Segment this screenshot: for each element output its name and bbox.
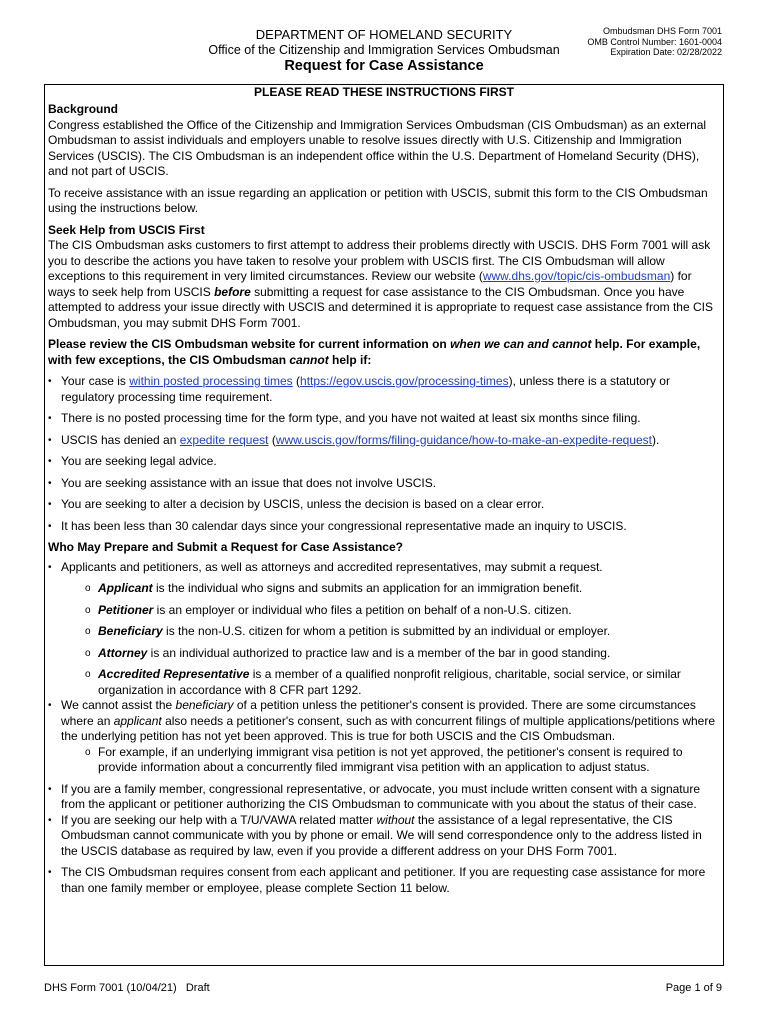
list-item: • USCIS has denied an expedite request (www.uscis.gov/forms/filing-guidance/how-to-make-an-expedite-request).: [48, 432, 660, 447]
definition-item: o Applicant is the individual who signs and submits an application for an immigration benefit.: [85, 581, 583, 595]
footer-form-version: DHS Form 7001 (10/04/21) Draft: [44, 982, 210, 994]
list-item: • Applicants and petitioners, as well as attorneys and accredited representatives, may submit a request.: [48, 559, 603, 574]
form-metadata: [587, 26, 722, 58]
seek-help-heading: Seek Help from USCIS First: [48, 222, 205, 237]
bullet-icon: •: [48, 434, 52, 446]
cannot-help-intro: Please review the CIS Ombudsman website for current information on when we can and cannot help. For example, with few exceptions, the CIS Ombudsman cannot help if:: [48, 337, 701, 367]
circle-bullet-icon: o: [85, 647, 91, 659]
instructions-heading: PLEASE READ THESE INSTRUCTIONS FIRST: [253, 85, 515, 99]
bullet-icon: •: [48, 700, 52, 711]
processing-times-link[interactable]: within posted processing times: [129, 374, 293, 388]
list-item: • You are seeking to alter a decision by USCIS, unless the decision is based on a clear error.: [48, 497, 545, 511]
page-header: [0, 0, 768, 84]
bullet-icon: •: [48, 376, 52, 387]
circle-bullet-icon: o: [85, 746, 91, 758]
omb-control-number: OMB Control Number: 1601-0004: [587, 36, 722, 47]
expedite-request-url-link[interactable]: www.uscis.gov/forms/filing-guidance/how-to-make-an-expedite-request: [275, 432, 652, 447]
list-item: • The CIS Ombudsman requires consent from each applicant and petitioner. If you are requesting case assistance for more than one family member or employee, please complete Section 11 below.: [48, 865, 706, 895]
bullet-icon: •: [48, 520, 52, 532]
form-title: Request for Case Assistance: [284, 58, 484, 74]
circle-bullet-icon: o: [85, 626, 91, 637]
bullet-icon: •: [48, 561, 52, 573]
list-item: • You are seeking legal advice.: [48, 454, 217, 468]
cis-ombudsman-link[interactable]: www.dhs.gov/topic/cis-ombudsman: [482, 269, 671, 283]
circle-bullet-icon: o: [85, 583, 91, 594]
form-id: Ombudsman DHS Form 7001: [602, 26, 722, 36]
office-name: Office of the Citizenship and Immigration Services Ombudsman: [208, 43, 560, 57]
list-item: • There is no posted processing time for the form type, and you have not waited at least six months since filing.: [48, 411, 641, 425]
list-item: • You are seeking assistance with an issue that does not involve USCIS.: [48, 475, 437, 490]
list-item: • It has been less than 30 calendar days since your congressional representative made an inquiry to USCIS.: [48, 518, 627, 533]
footer-page-number: Page 1 of 9: [665, 982, 722, 994]
bullet-icon: •: [48, 413, 52, 424]
instructions-box: [44, 84, 724, 966]
circle-bullet-icon: o: [85, 604, 91, 616]
bullet-icon: •: [48, 783, 52, 795]
list-item: • Your case is within posted processing times (https://egov.uscis.gov/processing-times), unless there is a statutory or regulatory processing time requirement.: [48, 374, 670, 404]
bullet-icon: •: [48, 499, 52, 510]
circle-bullet-icon: o: [85, 669, 91, 680]
bullet-icon: •: [48, 456, 52, 467]
bullet-icon: •: [48, 477, 52, 489]
bullet-icon: •: [48, 867, 52, 878]
seek-help-paragraph: The CIS Ombudsman asks customers to first attempt to address their problems directly with USCIS. DHS Form 7001 will ask you to describe the actions you have taken to resolve your problem with USCIS first. The CIS Ombudsman will allow exceptions to this requirement in very limited circumstances. Review our website (www.dhs.gov/topic/cis-ombudsman) for ways to seek help from USCIS before submitting a request for case assistance to the CIS Ombudsman. Once you have attempted to address your issue directly with USCIS and determined it is appropriate to request case assistance from the CIS Ombudsman, you may submit DHS Form 7001.: [48, 238, 713, 330]
list-item: • If you are a family member, congressional representative, or advocate, you must include written consent with a signature from the applicant or petitioner authorizing the CIS Ombudsman to communicate with you about the status of their case.: [48, 781, 700, 811]
bullet-icon: •: [48, 814, 52, 826]
definition-item: o Accredited Representative is a member of a qualified nonprofit religious, charitable, social service, or similar organization in accordance with 8 CFR part 1292.: [85, 667, 681, 697]
expedite-request-link[interactable]: expedite request: [179, 432, 269, 447]
background-heading: Background: [48, 102, 119, 116]
background-paragraph-1: Congress established the Office of the Citizenship and Immigration Services Ombudsman (CIS Ombudsman) as an external Ombudsman to assist individuals and employers unable to resolve issues directly with U.S. Citizenship and Immigration Services (USCIS). The CIS Ombudsman is an independent office within the U.S. Department of Homeland Security (DHS), and not part of USCIS.: [48, 117, 707, 178]
definition-item: o Attorney is an individual authorized to practice law and is a member of the bar in good standing.: [85, 645, 611, 660]
definition-item: o Petitioner is an employer or individual who files a petition on behalf of a non-U.S. citizen.: [85, 602, 572, 617]
definition-item: o Beneficiary is the non-U.S. citizen for whom a petition is submitted by an individual or employer.: [85, 624, 611, 638]
expiration-date: Expiration Date: 02/28/2022: [610, 47, 722, 57]
processing-times-url-link[interactable]: https://egov.uscis.gov/processing-times: [300, 374, 509, 388]
list-item: • If you are seeking our help with a T/U/VAWA related matter without the assistance of a legal representative, the CIS Ombudsman cannot communicate with you by phone or email. We will send correspondence only to the address listed in the USCIS database as required by law, even if you provide a different address on your DHS Form 7001.: [48, 812, 702, 858]
example-item: o For example, if an underlying immigrant visa petition is not yet approved, the petitioner's consent is required to provide information about a concurrently filed immigrant visa petition with an application to adjust status.: [85, 744, 683, 774]
who-may-heading: Who May Prepare and Submit a Request for Case Assistance?: [48, 540, 403, 554]
background-paragraph-2: To receive assistance with an issue regarding an application or petition with USCIS, submit this form to the CIS Ombudsman using the instructions below.: [48, 185, 708, 215]
department-name: DEPARTMENT OF HOMELAND SECURITY: [255, 27, 513, 42]
list-item: • We cannot assist the beneficiary of a petition unless the petitioner's consent is provided. There are some circumstances where an applicant also needs a petitioner's consent, such as with concurrent filings of multiple applications/petitions where the underlying petition has not yet been approved. This is true for both USCIS and the CIS Ombudsman.: [48, 698, 716, 743]
